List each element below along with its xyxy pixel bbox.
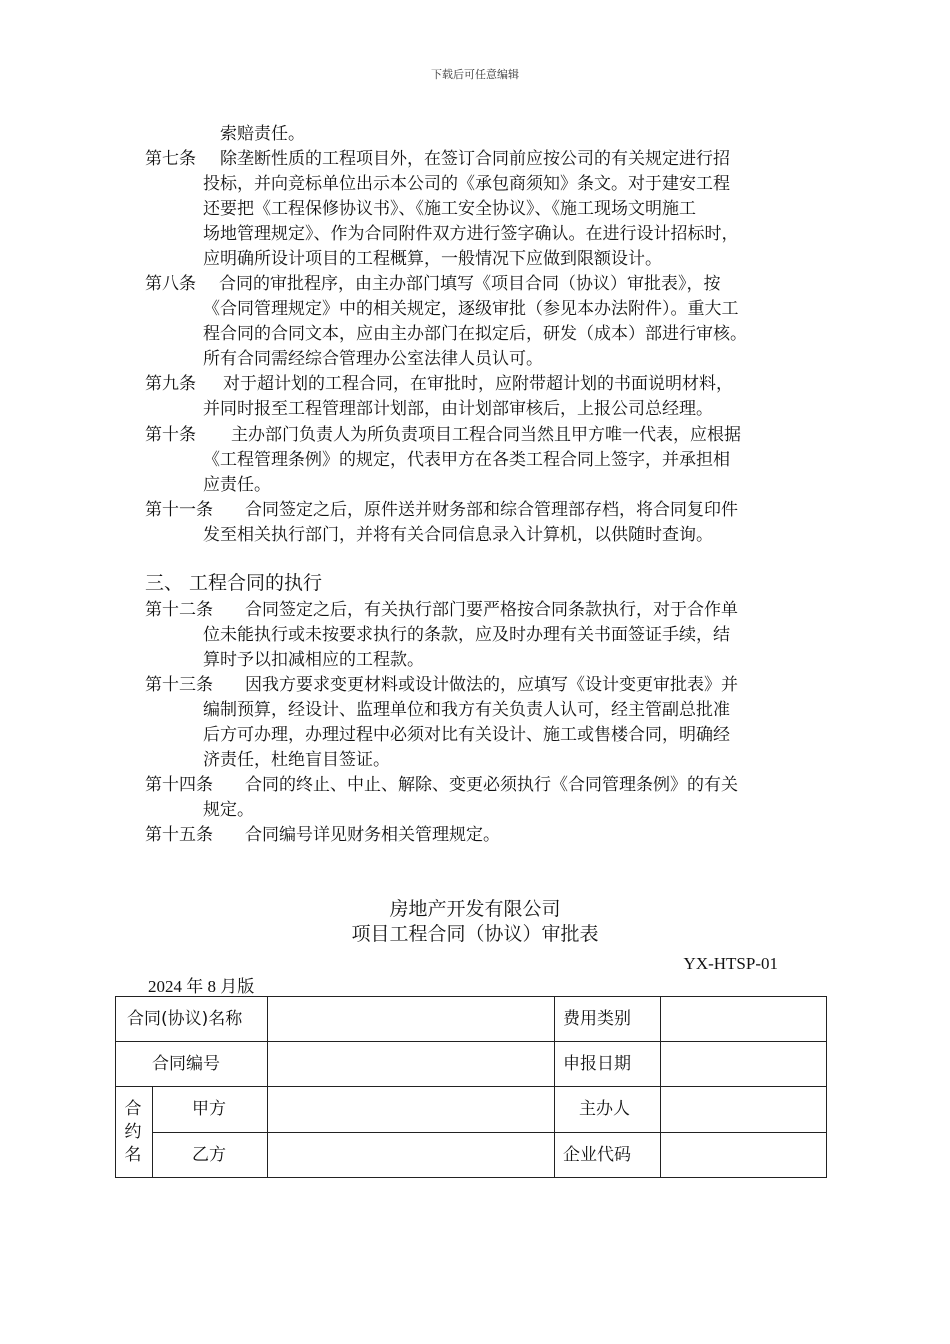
article-label: 第八条	[145, 274, 196, 294]
article-line: 济责任，杜绝盲目签证。	[203, 750, 390, 770]
article-line: 所有合同需经综合管理办公室法律人员认可。	[203, 349, 543, 369]
article-line: 投标，并向竞标单位出示本公司的《承包商须知》条文。对于建安工程	[203, 174, 730, 194]
article-label: 第十条	[145, 425, 196, 445]
contract-no-label: 合同编号	[152, 1054, 220, 1074]
party-b-field[interactable]	[268, 1133, 554, 1177]
article-line: 主办部门负责人为所负责项目工程合同当然且甲方唯一代表，应根据	[231, 425, 741, 445]
article-label: 第十五条	[145, 825, 213, 845]
article-label: 第十四条	[145, 775, 213, 795]
article-label: 第七条	[145, 149, 196, 169]
article-line: 除垄断性质的工程项目外，在签订合同前应按公司的有关规定进行招	[220, 149, 730, 169]
fee-type-field[interactable]	[661, 997, 826, 1041]
article-line: 《工程管理条例》的规定，代表甲方在各类工程合同上签字，并承担相	[203, 450, 730, 470]
article-line: 因我方要求变更材料或设计做法的，应填写《设计变更审批表》并	[245, 675, 738, 695]
article-line: 场地管理规定》、作为合同附件双方进行签字确认。在进行设计招标时，	[203, 224, 739, 244]
party-group-char: 约	[124, 1122, 142, 1142]
article-label: 第十二条	[145, 600, 213, 620]
table-rule	[554, 996, 555, 1178]
fee-type-label: 费用类别	[563, 1009, 631, 1029]
company-code-field[interactable]	[661, 1133, 826, 1177]
article-line: 对于超计划的工程合同，在审批时，应附带超计划的书面说明材料，	[223, 374, 733, 394]
article-line: 合同编号详见财务相关管理规定。	[245, 825, 500, 845]
contract-name-label: 合同(协议)名称	[127, 1009, 243, 1029]
contract-no-field[interactable]	[268, 1042, 554, 1086]
handler-field[interactable]	[661, 1087, 826, 1132]
article-line: 程合同的合同文本，应由主办部门在拟定后，研发（成本）部进行审核。	[203, 324, 747, 344]
article-line: 合同的终止、中止、解除、变更必须执行《合同管理条例》的有关	[245, 775, 738, 795]
article-line: 应明确所设计项目的工程概算，一般情况下应做到限额设计。	[203, 249, 662, 269]
form-company: 房地产开发有限公司	[389, 898, 561, 920]
article-line: 规定。	[203, 800, 254, 820]
article-label: 第十一条	[145, 500, 213, 520]
article-line: 应责任。	[203, 475, 271, 495]
party-b-label: 乙方	[192, 1145, 226, 1165]
article-line: 合同签定之后，原件送并财务部和综合管理部存档，将合同复印件	[245, 500, 738, 520]
article-line: 合同签定之后，有关执行部门要严格按合同条款执行，对于合作单	[245, 600, 738, 620]
company-code-label: 企业代码	[563, 1145, 631, 1165]
article-line: 合同的审批程序，由主办部门填写《项目合同（协议）审批表》，按	[219, 274, 721, 294]
party-group-char: 名	[124, 1145, 142, 1165]
article-line: 算时予以扣减相应的工程款。	[203, 650, 424, 670]
report-date-field[interactable]	[661, 1042, 826, 1086]
party-a-field[interactable]	[268, 1087, 554, 1132]
handler-label: 主办人	[579, 1099, 630, 1119]
article-label: 第十三条	[145, 675, 213, 695]
contract-name-field[interactable]	[268, 997, 554, 1041]
form-title: 项目工程合同（协议）审批表	[351, 923, 599, 945]
party-group-label	[123, 1098, 143, 1167]
header-note: 下载后可任意编辑	[431, 68, 519, 81]
article-line: 位未能执行或未按要求执行的条款，应及时办理有关书面签证手续，结	[203, 625, 730, 645]
article-line: 还要把《工程保修协议书》、《施工安全协议》、《施工现场文明施工	[203, 199, 696, 219]
article-line: 后方可办理，办理过程中必须对比有关设计、施工或售楼合同，明确经	[203, 725, 730, 745]
continuation-text: 索赔责任。	[220, 124, 305, 144]
article-line: 发至相关执行部门，并将有关合同信息录入计算机，以供随时查询。	[203, 525, 713, 545]
form-version: 2024 年 8 月版	[148, 977, 255, 996]
article-line: 并同时报至工程管理部计划部，由计划部审核后，上报公司总经理。	[203, 399, 713, 419]
form-code: YX-HTSP-01	[683, 954, 778, 973]
report-date-label: 申报日期	[563, 1054, 631, 1074]
section-title: 三、 工程合同的执行	[145, 572, 323, 594]
article-line: 编制预算，经设计、监理单位和我方有关负责人认可，经主管副总批准	[203, 700, 730, 720]
party-a-label: 甲方	[192, 1099, 226, 1119]
article-line: 《合同管理规定》中的相关规定，逐级审批（参见本办法附件）。重大工	[203, 299, 739, 319]
table-rule	[152, 1086, 153, 1178]
article-label: 第九条	[145, 374, 196, 394]
party-group-char: 合	[124, 1099, 142, 1119]
